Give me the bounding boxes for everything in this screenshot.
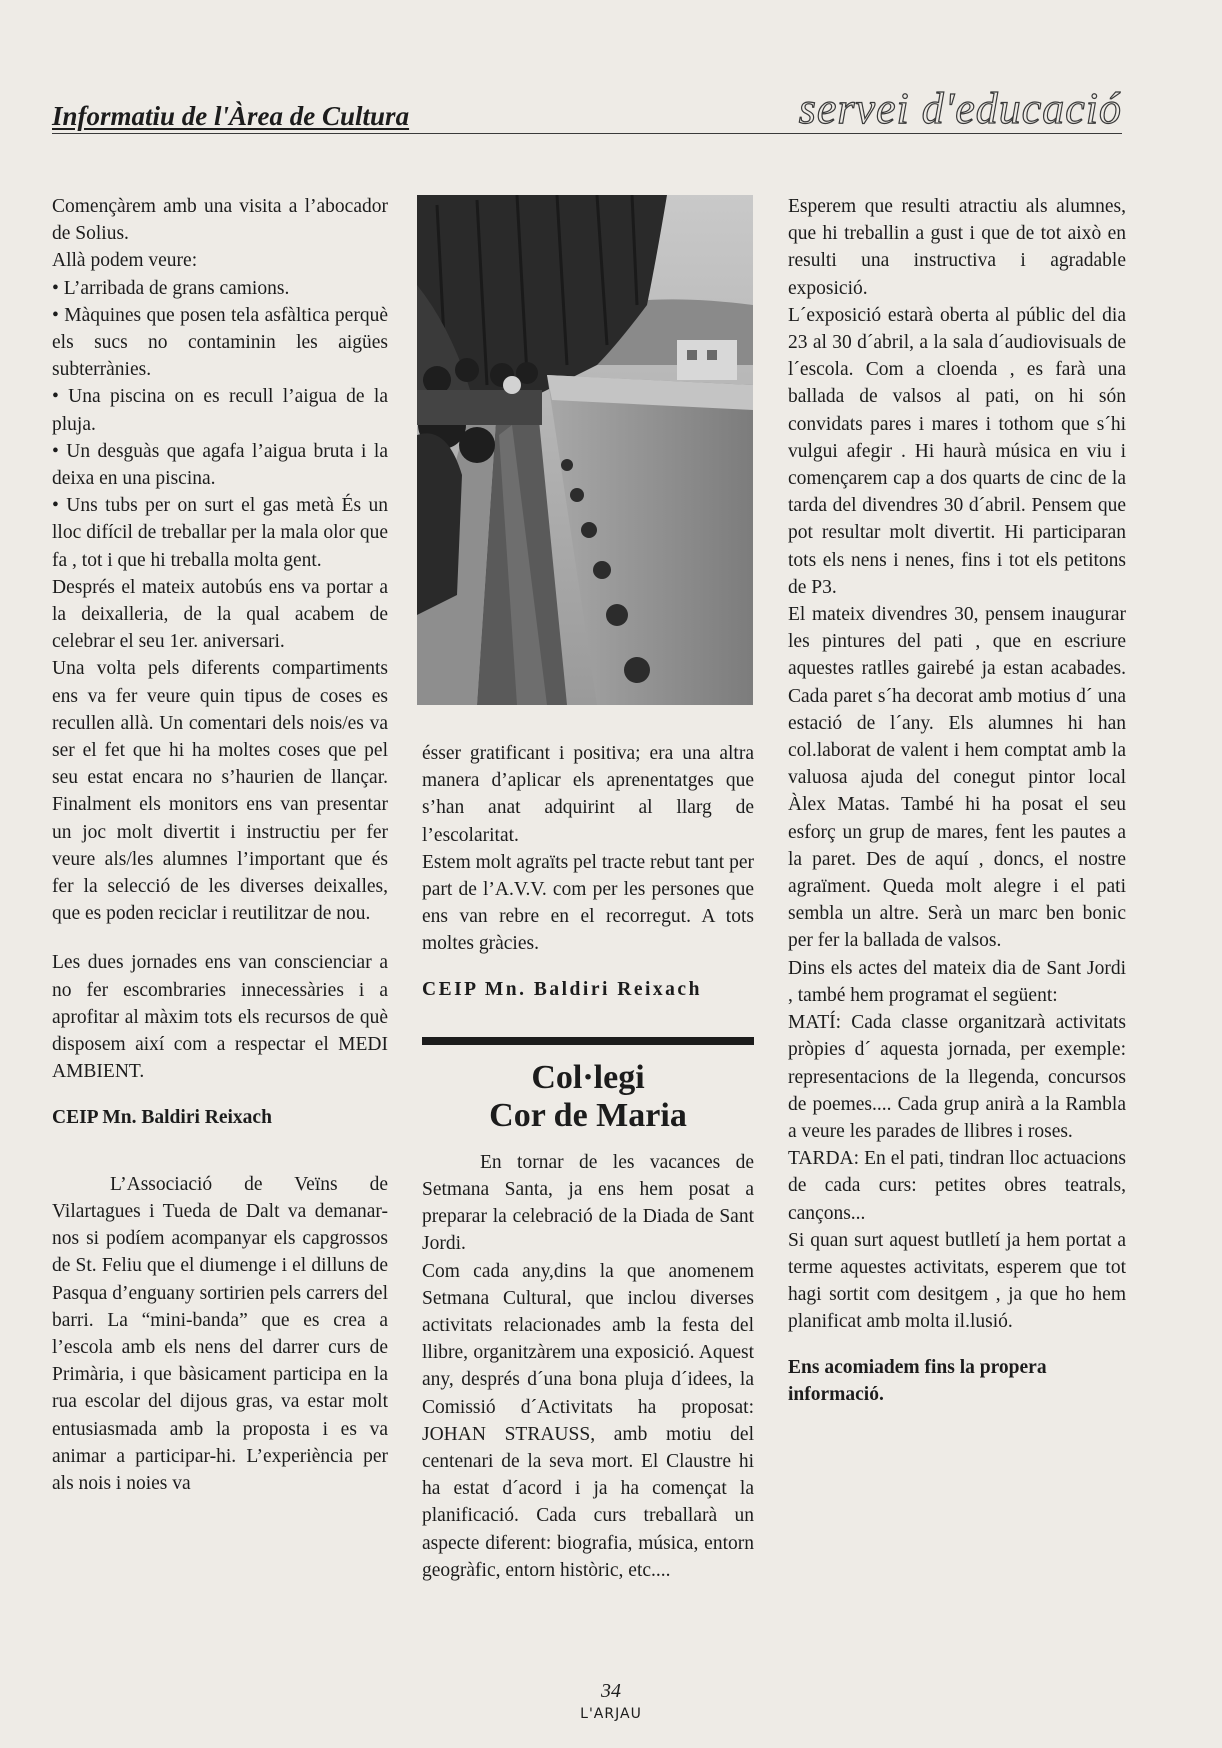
paragraph: L’Associació de Veïns de Vilartagues i Tueda de Dalt va demanar-nos si podíem acompanyar els capgrossos de St. Feliu que el diumenge i el dilluns de Pasqua d’enguany sortirien pels carrers del barri. La “mini-banda” que es crea a l’escola amb els nens del darrer curs de Primària, i que bàsicament participa en la rua escolar del dijous gras, va estar molt entusiasmada amb la proposta i es va animar a participar-hi. L’experiència per als nois i noies va xyxy=(52,1173,388,1494)
closing-paragraph: Les dues jornades ens van conscienciar a no fer escombraries innecessàries i a aprofitar al màxim tots els recursos de què disposem així com a respectar el MEDI AMBIENT. xyxy=(52,952,388,1083)
magazine-name: L'ARJAU xyxy=(580,1706,642,1722)
page-header xyxy=(52,82,1122,134)
paragraph: ésser gratificant i positiva; era una altra manera d’aplicar els aprenentatges que s’han anat adquirint al llarg de l’escolaritat. xyxy=(422,743,754,846)
list-item: • Màquines que posen tela asfàltica perquè els sucs no contaminin les aigües subterrànies. xyxy=(52,304,388,381)
paragraph: Després el mateix autobús ens va portar a la deixalleria, de la qual acabem de celebrar el seu 1er. aniversari. xyxy=(52,576,388,653)
photo-students-at-landfill xyxy=(417,195,753,705)
list-item: • Uns tubs per on surt el gas metà És un lloc difícil de treballar per la mala olor que fa , tot i que hi treballa molta gent. xyxy=(52,495,388,571)
list-item: • L’arribada de grans camions. xyxy=(52,277,290,299)
paragraph: MATÍ: Cada classe organitzarà activitats pròpies d´ aquesta jornada, per exemple: representacions de la llegenda, concursos de poemes.... Cada grup anirà a la Rambla a veure les parades de llibres i roses. xyxy=(788,1012,1126,1142)
paragraph: Una volta pels diferents compartiments ens va fer veure quin tipus de coses es recullen allà. Un comentari dels nois/es va ser el fet que hi ha moltes coses que pel seu estat encara no s’haurien de llançar. Finalment els monitors ens van presentar un joc molt divertit i instructiu per fer veure als/les alumnes l’important que és fer la selecció de les diverses deixalles, que es poden reciclar i reutilitzar de nou. xyxy=(52,658,388,925)
signature: CEIP Mn. Baldiri Reixach xyxy=(52,1106,272,1128)
list-item: • Un desguàs que agafa l’aigua bruta i la deixa en una piscina. xyxy=(52,440,388,490)
header-service-title: servei d'educació xyxy=(798,84,1122,133)
header-section-title: Informatiu de l'Àrea de Cultura xyxy=(52,101,410,131)
section-divider xyxy=(422,1037,754,1045)
list-item: • Una piscina on es recull l’aigua de la pluja. xyxy=(52,386,388,435)
column-3 xyxy=(788,193,1126,1408)
paragraph: L´exposició estarà oberta al públic del dia 23 al 30 d´abril, a la sala d´audiovisuals de l´escola. Com a cloenda , es farà una ballada de valsos al pati, on hi són convidats pares i mares i tothom que s´hi vulgui afegir . Hi haurà música en viu i començarem cap a dos quarts de cinc de la tarda del divendres 30 d´abril. Pensem que pot resultar molt divertit. Hi participaran tots els nens i nenes, fins i tot els petitons de P3. xyxy=(788,304,1126,598)
section-title: Col·legi Cor de Maria xyxy=(489,1058,687,1134)
paragraph: Allà podem veure: xyxy=(52,250,198,272)
paragraph: Estem molt agraïts pel tracte rebut tant per part de l’A.V.V. com per les persones que ens van rebre en el recorregut. A tots moltes gràcies. xyxy=(422,851,754,955)
paragraph: Si quan surt aquest butlletí ja hem portat a terme aquestes activitats, esperem que tot hagi sortit com desitgem , ja que ho hem planificat amb molta il.lusió. xyxy=(788,1229,1126,1333)
signature: CEIP Mn. Baldiri Reixach xyxy=(422,978,702,1000)
column-2 xyxy=(422,740,754,1584)
paragraph: El mateix divendres 30, pensem inaugurar les pintures del pati , que en escriure aquestes ratlles gairebé ja estan acabades. Cada paret s´ha decorat amb motius d´ una estació de l´any. Els alumnes hi han col.laborat de valent i hem comptat amb la valuosa ajuda del conegut pintor local Àlex Matas. També hi ha posat el seu esforç un grup de mares, fent les pautes a la paret. Des de aquí , doncs, el nostre agraïment. Queda molt alegre i el pati sembla un altre. Serà un marc ben bonic per fer la ballada de valsos. xyxy=(788,604,1126,952)
column-1 xyxy=(52,193,388,1497)
paragraph: Començàrem amb una visita a l’abocador de Solius. xyxy=(52,196,388,245)
paragraph: Dins els actes del mateix dia de Sant Jordi , també hem programat el següent: xyxy=(788,957,1126,1006)
paragraph: TARDA: En el pati, tindran lloc actuacions de cada curs: petites obres teatrals, cançons... xyxy=(788,1148,1126,1224)
paragraph: En tornar de les vacances de Setmana Santa, ja ens hem posat a preparar la celebració de la Diada de Sant Jordi. xyxy=(422,1151,754,1255)
paragraph: Com cada any,dins la que anomenem Setmana Cultural, que inclou diverses activitats relacionades amb la festa del llibre, organitzàrem una exposició. Aquest any, després d´una bona pluja d´idees, la Comissió d´Activitats ha proposat: JOHAN STRAUSS, amb motiu del centenari de la seva mort. El Claustre hi ha estat d´acord i ja ha començat la planificació. Cada curs treballarà un aspecte diferent: biografia, música, entorn geogràfic, entorn històric, etc.... xyxy=(422,1260,754,1581)
header-divider xyxy=(52,133,1122,135)
page-number: 34 xyxy=(601,1680,621,1702)
closing-signoff: Ens acomiadem fins la propera informació. xyxy=(788,1356,1047,1405)
paragraph: Esperem que resulti atractiu als alumnes, que hi treballin a gust i que de tot això en resulti una instructiva i agradable exposició. xyxy=(788,196,1126,299)
